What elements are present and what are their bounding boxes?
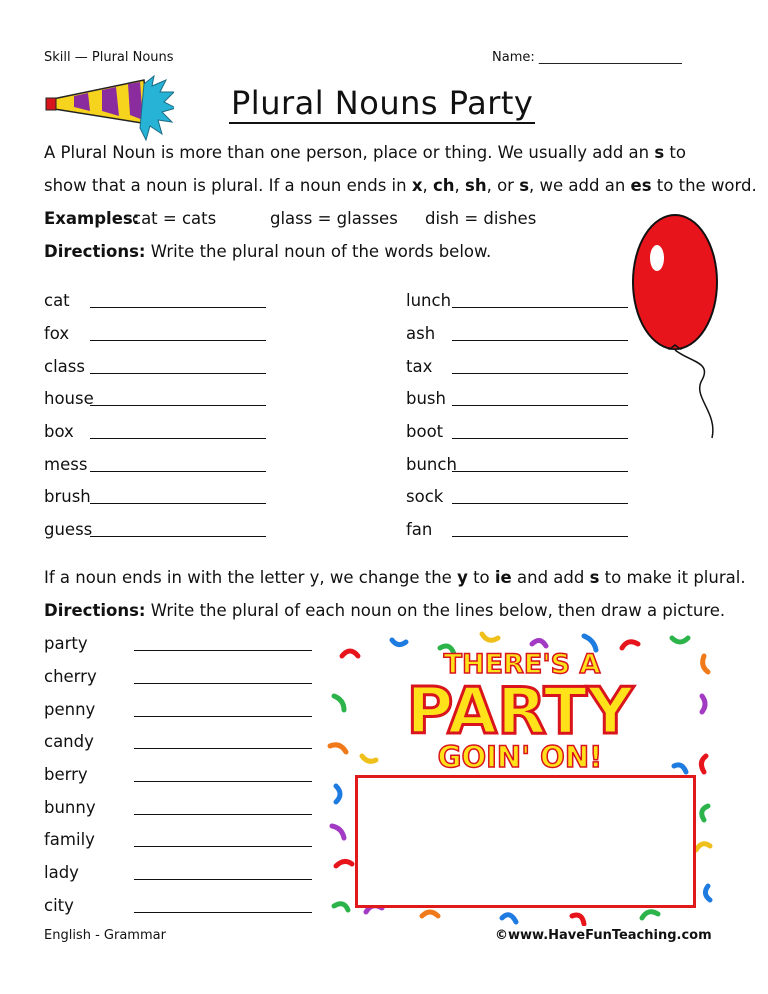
intro-sep: , [454,176,466,195]
word-right: lunch [406,291,452,310]
example-item: cat = cats [132,209,217,228]
name-label: Name: [492,50,535,65]
intro-text: to the word. [651,176,757,195]
answer-line[interactable] [90,503,266,504]
directions-text: Write the plural of each noun on the lines below, then draw a picture. [145,601,726,620]
answer-line[interactable] [134,846,312,847]
word-right: sock [406,487,444,506]
word-left: class [44,357,85,376]
examples-label: Examples: [44,209,140,228]
word-y: candy [44,732,94,751]
word-right: bush [406,389,446,408]
word-left: guess [44,520,93,539]
word-y: family [44,830,95,849]
word-right: boot [406,422,444,441]
intro-text: show that a noun is plural. If a noun ends in [44,176,412,195]
drawing-box[interactable] [355,775,696,908]
intro-s: s [654,143,665,162]
footer-subject: English - Grammar [44,928,166,943]
directions-1 [44,242,491,262]
word-left: house [44,389,94,408]
answer-line[interactable] [134,781,312,782]
banner-line-3: GOIN' ON! [437,740,603,774]
rule-text: to [467,568,495,587]
word-y: bunny [44,798,96,817]
answer-line[interactable] [90,307,266,308]
answer-line[interactable] [134,879,312,880]
word-y: party [44,634,88,653]
answer-line[interactable] [452,405,628,406]
directions-text: Write the plural noun of the words below. [145,242,492,261]
word-left: fox [44,324,70,343]
intro-line-1 [44,143,686,163]
page-title: Plural Nouns Party [231,84,534,122]
rule-s: s [589,568,600,587]
answer-line[interactable] [90,438,266,439]
directions-label: Directions: [44,601,146,620]
word-left: box [44,422,74,441]
answer-line[interactable] [134,814,312,815]
footer-copyright: ©www.HaveFunTeaching.com [495,928,712,943]
example-item: glass = glasses [270,209,398,228]
answer-line[interactable] [90,471,266,472]
answer-line[interactable] [452,536,628,537]
word-y: penny [44,700,96,719]
party-horn-icon [44,74,174,144]
answer-line[interactable] [452,438,628,439]
intro-text: A Plural Noun is more than one person, place or thing. We usually add an [44,143,655,162]
word-right: ash [406,324,436,343]
word-left: mess [44,455,88,474]
rule-text: and add [511,568,590,587]
intro-es: es [630,176,652,195]
balloon-icon [630,212,725,442]
answer-line[interactable] [134,650,312,651]
directions-2 [44,601,725,621]
word-right: fan [406,520,433,539]
word-y: cherry [44,667,97,686]
answer-line[interactable] [90,405,266,406]
intro-sep: , [422,176,433,195]
word-y: lady [44,863,79,882]
answer-line[interactable] [452,373,628,374]
answer-line[interactable] [134,748,312,749]
word-y: city [44,896,74,915]
answer-line[interactable] [90,536,266,537]
word-right: bunch [406,455,457,474]
answer-line[interactable] [90,340,266,341]
intro-ch: ch [432,176,455,195]
rule-text: to make it plural. [599,568,746,587]
intro-s2: s [519,176,530,195]
word-left: brush [44,487,91,506]
banner-line-2: PARTY [406,675,634,749]
answer-line[interactable] [452,307,628,308]
intro-line-2 [44,176,757,196]
intro-text: , we add an [529,176,631,195]
rule-text: If a noun ends in with the letter y, we change the [44,568,458,587]
answer-line[interactable] [134,912,312,913]
word-left: cat [44,291,70,310]
banner-line-1: THERE'S A [443,649,601,680]
intro-sh: sh [465,176,487,195]
directions-label: Directions: [44,242,146,261]
example-item: dish = dishes [425,209,537,228]
name-field[interactable] [492,50,682,65]
answer-line[interactable] [134,683,312,684]
name-blank: ______________________ [538,50,682,65]
word-right: tax [406,357,433,376]
answer-line[interactable] [452,503,628,504]
intro-x: x [411,176,423,195]
answer-line[interactable] [134,716,312,717]
answer-line[interactable] [90,373,266,374]
answer-line[interactable] [452,340,628,341]
skill-label: Skill — Plural Nouns [44,50,174,65]
rule-ie: ie [494,568,512,587]
rule-y [44,568,746,588]
intro-text: to [664,143,686,162]
word-y: berry [44,765,88,784]
answer-line[interactable] [452,471,628,472]
intro-text: , or [486,176,520,195]
rule-y-letter: y [457,568,468,587]
